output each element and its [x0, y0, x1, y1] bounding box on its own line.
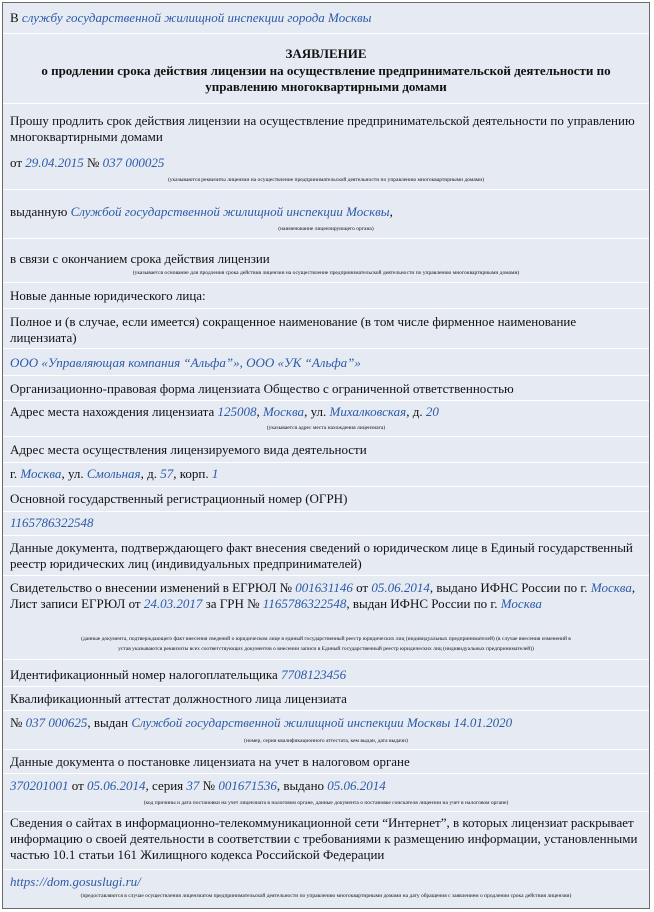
- egrul-city-field[interactable]: Москва: [590, 580, 632, 595]
- recipient-prefix: В: [10, 10, 19, 25]
- egrul-doc-caption-2: устав указываются реквизиты всех соответствующих документов о внесении записи в Единый государственный реестр юридических лиц (индивидуальных предпринимателей)): [118, 646, 534, 652]
- activity-address-label: Адрес места осуществления лицензируемого вида деятельности: [10, 442, 367, 457]
- address-caption: (указывается адрес места нахождения лицензиата): [266, 425, 386, 431]
- application-form: [2, 2, 650, 909]
- address-house-field[interactable]: 20: [425, 404, 439, 419]
- activity-street-field[interactable]: Смольная: [86, 466, 141, 481]
- tax-reg-caption: (код причины и дата постановки на учет лицензиата в налоговом органе, данные документа о постановке соискателя лицензии на учет в налоговом органе): [143, 800, 509, 806]
- certificate-caption: (номер, серия квалификационного аттестата, кем выдан, дата выдачи): [244, 738, 408, 744]
- egrul-doc-label: Данные документа, подтверждающего факт внесения сведений о юридическом лице в Единый государственный реестр юридических лиц (индивидуальных предпринимателей): [10, 540, 633, 571]
- certificate-date-field[interactable]: 14.01.2020: [453, 715, 513, 730]
- document-subtitle: о продлении срока действия лицензии на осуществление предпринимательской деятельности по управлению многоквартирными домами: [41, 63, 611, 94]
- websites-line: [10, 874, 643, 890]
- tax-reg-issued-date-field[interactable]: 05.06.2014: [327, 778, 386, 793]
- postal-index-field[interactable]: 125008: [217, 404, 257, 419]
- recipient-line: [10, 10, 643, 26]
- reason-text: в связи с окончанием срока действия лицензии: [10, 251, 270, 266]
- legal-form-field[interactable]: Общество с ограниченной ответственностью: [263, 381, 514, 396]
- tax-reg-line: 370201001 от 05.06.2014, серия 37 № 001671536, выдано 05.06.2014: [10, 778, 386, 793]
- issuing-authority-field[interactable]: Службой государственной жилищной инспекции Москвы: [70, 204, 390, 219]
- grn-field[interactable]: 1165786322548: [262, 596, 347, 611]
- request-text: Прошу продлить срок действия лицензии на осуществление предпринимательской деятельности по управлению многоквартирными домами: [10, 113, 635, 144]
- activity-address-line: г. Москва, ул. Смольная, д. 57, корп. 1: [10, 466, 219, 481]
- ogrn-label: Основной государственный регистрационный номер (ОГРН): [10, 491, 348, 506]
- activity-city-field[interactable]: Москва: [20, 466, 62, 481]
- kpp-field[interactable]: 370201001: [10, 778, 69, 793]
- ogrn-line: [10, 515, 643, 531]
- legal-form-line: Организационно-правовая форма лицензиата Общество с ограниченной ответственностью: [10, 381, 514, 396]
- names-line: [10, 355, 643, 371]
- address-street-field[interactable]: Михалковская: [329, 404, 407, 419]
- address-city-field[interactable]: Москва: [263, 404, 305, 419]
- activity-korp-field[interactable]: 1: [211, 466, 219, 481]
- egrul-city2-field[interactable]: Москва: [500, 596, 542, 611]
- document-title: ЗАЯВЛЕНИЕ: [285, 46, 367, 61]
- websites-text: Сведения о сайтах в информационно-телекоммуникационной сети “Интернет”, в которых лицензиат раскрывает информацию о своей деятельности в соответствии с требованиями к размещению информации, установленными частью 10.1 статьи 161 Жилищного кодекса Российской Федерации: [10, 815, 638, 862]
- license-details-caption: (указываются реквизиты лицензии на осуществление предпринимательской деятельности по управлению многоквартирными домами): [167, 177, 485, 183]
- egrul-doc-details: Свидетельство о внесении изменений в ЕГРЮЛ № 001631146 от 05.06.2014, выдано ИФНС России по г. Москва, Лист записи ЕГРЮЛ от 24.03.2017 за ГРН № 1165786322548, выдан ИФНС России по г. Москва: [10, 580, 636, 611]
- egrul-cert-number-field[interactable]: 001631146: [295, 580, 353, 595]
- inn-line: Идентификационный номер налогоплательщика 7708123456: [10, 667, 347, 682]
- inn-field[interactable]: 7708123456: [281, 667, 347, 682]
- tax-reg-series-field[interactable]: 37: [186, 778, 200, 793]
- certificate-label: Квалификационный аттестат должностного лица лицензиата: [10, 691, 347, 706]
- certificate-line: № 037 000625, выдан Службой государственной жилищной инспекции Москвы 14.01.2020: [10, 715, 513, 730]
- websites-caption: (предоставляются в случае осуществления лицензиатом предпринимательской деятельности по управлению многоквартирными домами на дату обращения с заявлением о продлении срока действия лицензии): [80, 893, 572, 899]
- certificate-number-field[interactable]: 037 000625: [25, 715, 88, 730]
- issuing-authority-caption: (наименование лицензирующего органа): [278, 226, 374, 232]
- website-url-field[interactable]: https://dom.gosuslugi.ru/: [10, 874, 141, 889]
- license-number-field[interactable]: 037 000025: [102, 155, 165, 170]
- ogrn-field[interactable]: 1165786322548: [10, 515, 94, 530]
- egrul-cert-date-field[interactable]: 05.06.2014: [371, 580, 430, 595]
- activity-house-field[interactable]: 57: [160, 466, 174, 481]
- names-label: Полное и (в случае, если имеется) сокращенное наименование (в том числе фирменное наименование лицензиата): [10, 314, 577, 345]
- new-data-heading: Новые данные юридического лица:: [10, 288, 206, 303]
- tax-reg-date-field[interactable]: 05.06.2014: [87, 778, 146, 793]
- reason-caption: (указывается основание для продления срока действия лицензии на осуществление предпринимательской деятельности по управлению многоквартирными домами): [132, 270, 520, 276]
- issued-by-line: выданную Службой государственной жилищной инспекции Москвы,: [10, 204, 393, 219]
- license-date-field[interactable]: 29.04.2015: [25, 155, 84, 170]
- address-line: Адрес места нахождения лицензиата 125008, Москва, ул. Михалковская, д. 20: [10, 404, 439, 419]
- egrul-sheet-date-field[interactable]: 24.03.2017: [143, 596, 203, 611]
- company-names-field[interactable]: ООО «Управляющая компания “Альфа”», ООО «УК “Альфа”»: [10, 355, 361, 370]
- license-details-line: от 29.04.2015 № 037 000025: [10, 155, 165, 170]
- recipient-field[interactable]: службу государственной жилищной инспекции города Москвы: [21, 10, 372, 25]
- tax-reg-label: Данные документа о постановке лицензиата на учет в налоговом органе: [10, 754, 410, 769]
- certificate-authority-field[interactable]: Службой государственной жилищной инспекции Москвы: [131, 715, 451, 730]
- tax-reg-number-field[interactable]: 001671536: [218, 778, 277, 793]
- egrul-doc-caption-1: (данные документа, подтверждающего факт внесения сведений о юридическом лице в единый государственный реестр юридических лиц (индивидуальных предпринимателей) (в случае внесения изменений в: [81, 636, 571, 642]
